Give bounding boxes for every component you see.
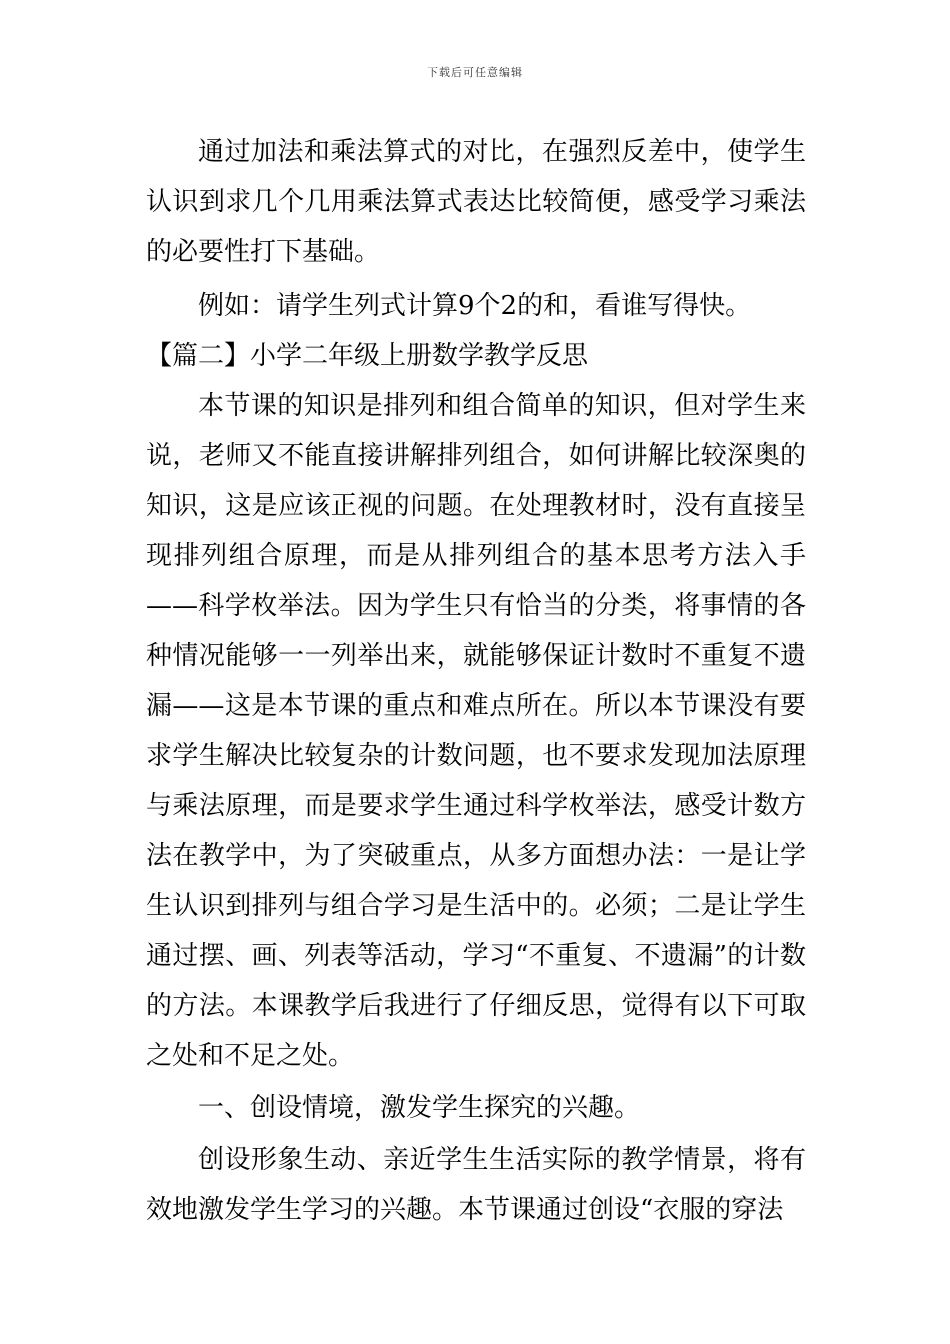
section-heading: 【篇二】小学二年级上册数学教学反思 [146, 341, 589, 371]
document-body [146, 127, 806, 1235]
paragraph-subheading-one: 一、创设情境，激发学生探究的兴趣。 [198, 1093, 641, 1123]
paragraph-example: 例如：请学生列式计算9个2的和，看谁写得快。 [198, 291, 752, 321]
header-note: 下载后可任意编辑 [427, 66, 523, 79]
paragraph-multiplication-intro: 通过加法和乘法算式的对比，在强烈反差中，使学生认识到求几个几用乘法算式表达比较简便，感受学习乘法的必要性打下基础。 [146, 137, 806, 267]
paragraph-reflection-main: 本节课的知识是排列和组合简单的知识，但对学生来说，老师又不能直接讲解排列组合，如何讲解比较深奥的知识，这是应该正视的问题。在处理教材时，没有直接呈现排列组合原理，而是从排列组合的基本思考方法入手——科学枚举法。因为学生只有恰当的分类，将事情的各种情况能够一一列举出来，就能够保证计数时不重复不遗漏——这是本节课的重点和难点所在。所以本节课没有要求学生解决比较复杂的计数问题，也不要求发现加法原理与乘法原理，而是要求学生通过科学枚举法，感受计数方法在教学中，为了突破重点，从多方面想办法：一是让学生认识到排列与组合学习是生活中的。必须；二是让学生通过摆、画、列表等活动，学习“不重复、不遗漏”的计数的方法。本课教学后我进行了仔细反思，觉得有以下可取之处和不足之处。 [146, 391, 806, 1071]
paragraph-situation: 创设形象生动、亲近学生生活实际的教学情景，将有效地激发学生学习的兴趣。本节课通过创设“衣服的穿法 [146, 1145, 806, 1225]
